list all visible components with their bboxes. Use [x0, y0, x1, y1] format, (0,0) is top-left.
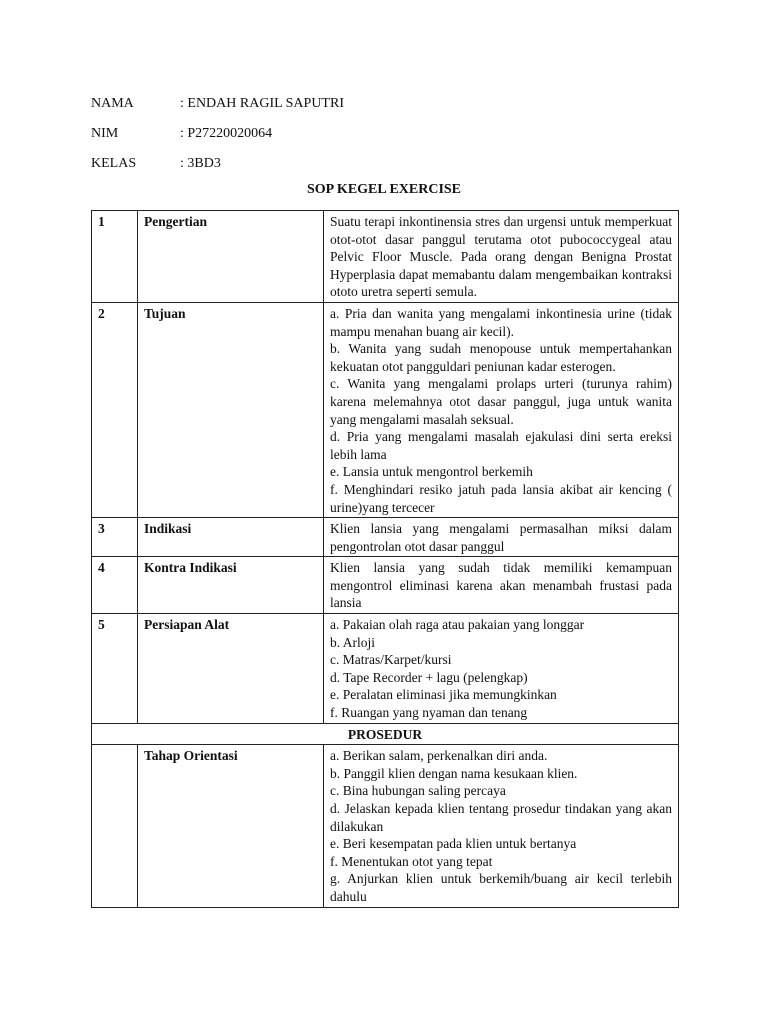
content-line: b. Wanita yang sudah menopouse untuk mempertahankan kekuatan otot pangguldari peniunan kadar esterogen. — [330, 341, 672, 374]
document-title: SOP KEGEL EXERCISE — [306, 182, 462, 197]
row-number: 5 — [92, 614, 138, 724]
table-row-section-prosedur — [92, 723, 679, 745]
row-heading: Kontra Indikasi — [138, 557, 324, 614]
content-line: f. Ruangan yang nyaman dan tenang — [330, 705, 528, 721]
table-row-indikasi — [92, 518, 679, 557]
row-content — [324, 211, 679, 303]
row-number — [92, 745, 138, 907]
row-content — [324, 302, 679, 517]
row-heading: Persiapan Alat — [138, 614, 324, 724]
row-number: 3 — [92, 518, 138, 557]
content-line: Suatu terapi inkontinensia stres dan urgensi untuk memperkuat otot-otot dasar panggul terutama otot pubococcygeal atau Pelvic Floor Muscle. Pada orang dengan Benigna Prostat Hyperplasia dapat memabantu dalam mengembaikan kontraksi ototo uretra seperti semula. — [330, 214, 672, 300]
content-line: c. Bina hubungan saling percaya — [330, 783, 506, 799]
content-line: Klien lansia yang mengalami permasalhan miksi dalam pengontrolan otot dasar panggul — [330, 521, 672, 554]
nama-label: NAMA — [91, 96, 134, 111]
nim-value: : P27220020064 — [180, 126, 273, 141]
content-line: a. Berikan salam, perkenalkan diri anda. — [330, 748, 548, 764]
row-content — [324, 745, 679, 907]
content-line: c. Matras/Karpet/kursi — [330, 652, 452, 668]
kelas-label: KELAS — [91, 156, 137, 171]
content-line: a. Pria dan wanita yang mengalami inkontinesia urine (tidak mampu menahan buang air kecil). — [330, 305, 672, 339]
content-line: b. Panggil klien dengan nama kesukaan klien. — [330, 765, 578, 781]
table-row-tahap-orientasi — [92, 745, 679, 907]
row-number: 2 — [92, 302, 138, 517]
content-line: f. Menghindari resiko jatuh pada lansia akibat air kencing ( urine)yang tercecer — [330, 481, 672, 515]
row-heading: Pengertian — [138, 211, 324, 303]
content-line: e. Beri kesempatan pada klien untuk bertanya — [330, 836, 577, 852]
nim-label: NIM — [91, 126, 119, 141]
content-line: a. Pakaian olah raga atau pakaian yang longgar — [330, 617, 585, 633]
row-number: 1 — [92, 211, 138, 303]
kelas-value: : 3BD3 — [180, 156, 221, 171]
content-line: d. Jelaskan kepada klien tentang prosedur tindakan yang akan dilakukan — [330, 801, 672, 834]
content-line: c. Wanita yang mengalami prolaps urteri (turunya rahim) karena melemahnya otot dasar panggul, juga untuk wanita yang mengalami masalah seksual. — [330, 376, 672, 427]
row-number: 4 — [92, 557, 138, 614]
row-content — [324, 614, 679, 724]
row-content — [324, 557, 679, 614]
content-line: f. Menentukan otot yang tepat — [330, 853, 493, 869]
row-heading: Tahap Orientasi — [138, 745, 324, 907]
content-line: e. Peralatan eliminasi jika memungkinkan — [330, 687, 557, 703]
nama-value: : ENDAH RAGIL SAPUTRI — [180, 96, 344, 111]
content-line: b. Arloji — [330, 634, 376, 650]
content-line: d. Tape Recorder + lagu (pelengkap) — [330, 669, 528, 685]
table-row-tujuan — [92, 302, 679, 517]
table-row-kontra-indikasi — [92, 557, 679, 614]
section-heading-prosedur: PROSEDUR — [92, 723, 679, 745]
content-line: d. Pria yang mengalami masalah ejakulasi dini serta ereksi lebih lama — [330, 429, 672, 462]
sop-table — [91, 210, 679, 908]
content-line: e. Lansia untuk mengontrol berkemih — [330, 464, 533, 480]
content-line: Klien lansia yang sudah tidak memiliki kemampuan mengontrol eliminasi karena akan menambah frustasi pada lansia — [330, 560, 672, 611]
content-line: g. Anjurkan klien untuk berkemih/buang air kecil terlebih dahulu — [330, 871, 672, 904]
table-row-persiapan-alat — [92, 614, 679, 724]
row-content — [324, 518, 679, 557]
row-heading: Tujuan — [138, 302, 324, 517]
table-row-pengertian — [92, 211, 679, 303]
row-heading: Indikasi — [138, 518, 324, 557]
